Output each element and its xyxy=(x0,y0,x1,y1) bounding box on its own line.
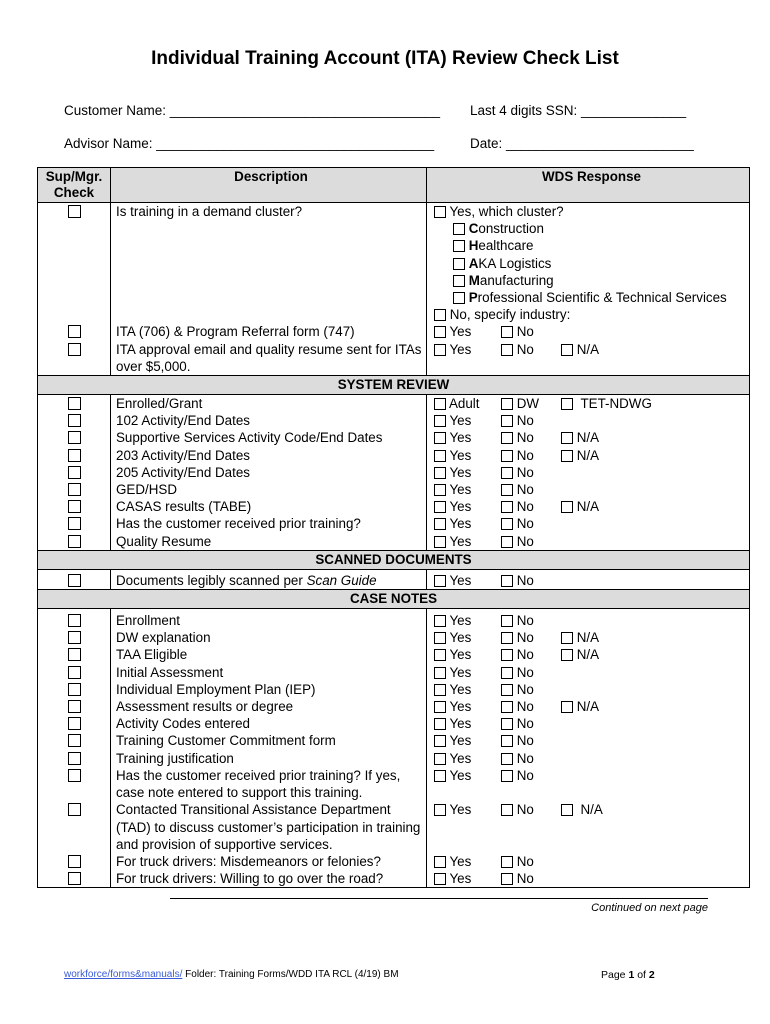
check-column-header: Sup/Mgr. Check xyxy=(38,168,111,203)
sup-check-box[interactable] xyxy=(68,449,81,462)
no-checkbox[interactable] xyxy=(501,467,513,479)
yes-checkbox[interactable] xyxy=(434,856,446,868)
row-description: 203 Activity/End Dates xyxy=(111,447,427,464)
no-checkbox[interactable] xyxy=(501,326,513,338)
divider xyxy=(170,898,708,899)
table-row: Enrollment Yes No xyxy=(38,609,750,630)
no-checkbox[interactable] xyxy=(501,753,513,765)
cluster-option: ealthcare xyxy=(478,238,534,254)
no-checkbox[interactable] xyxy=(501,701,513,713)
cluster-option: KA Logistics xyxy=(478,255,552,271)
table-row: Documents legibly scanned per Scan Guide Yes No xyxy=(38,569,750,589)
table-row: DW explanation Yes No N/A xyxy=(38,629,750,646)
no-checkbox[interactable] xyxy=(501,649,513,661)
cluster-option: anufacturing xyxy=(479,272,554,288)
section-header-system-review: SYSTEM REVIEW xyxy=(38,376,750,395)
sup-check-box[interactable] xyxy=(68,500,81,513)
yes-checkbox[interactable] xyxy=(434,415,446,427)
yes-checkbox[interactable] xyxy=(434,615,446,627)
row-description: Quality Resume xyxy=(111,533,427,551)
sup-check-box[interactable] xyxy=(68,205,81,218)
table-row: Activity Codes entered Yes No xyxy=(38,715,750,732)
sup-check-box[interactable] xyxy=(68,466,81,479)
sup-check-box[interactable] xyxy=(68,648,81,661)
row-description: ITA approval email and quality resume sent for ITAs over $5,000. xyxy=(111,341,427,376)
yes-checkbox[interactable] xyxy=(434,450,446,462)
table-row: Training Customer Commitment form Yes No xyxy=(38,732,750,749)
sup-check-box[interactable] xyxy=(68,855,81,868)
yes-checkbox[interactable] xyxy=(434,753,446,765)
table-row: 205 Activity/End Dates Yes No xyxy=(38,464,750,481)
cluster-option: onstruction xyxy=(478,221,544,237)
na-checkbox[interactable] xyxy=(561,804,573,816)
table-row: Contacted Transitional Assistance Department (TAD) to discuss customer’s participation in training and provision of supportive services. Yes No N/A xyxy=(38,801,750,853)
yes-checkbox[interactable] xyxy=(434,735,446,747)
row-description: CASAS results (TABE) xyxy=(111,498,427,515)
row-description: ITA (706) & Program Referral form (747) xyxy=(111,323,427,340)
no-checkbox[interactable] xyxy=(501,501,513,513)
row-description: Enrollment xyxy=(111,609,427,630)
sup-check-box[interactable] xyxy=(68,614,81,627)
adult-checkbox[interactable] xyxy=(434,398,446,410)
sup-check-box[interactable] xyxy=(68,325,81,338)
cluster-option: rofessional Scientific & Technical Services xyxy=(477,290,727,306)
checkbox-icon[interactable] xyxy=(453,275,465,287)
no-checkbox[interactable] xyxy=(501,856,513,868)
ssn-field[interactable]: Last 4 digits SSN: ______________ xyxy=(470,103,687,118)
row-description: Has the customer received prior training? If yes, case note entered to support this training. xyxy=(111,767,427,801)
date-field[interactable]: Date: _________________________ xyxy=(470,136,694,151)
description-column-header: Description xyxy=(111,168,427,203)
table-row: 102 Activity/End Dates Yes No xyxy=(38,412,750,429)
row-description: Training justification xyxy=(111,750,427,767)
table-row: Enrolled/Grant Adult DW TET-NDWG xyxy=(38,395,750,413)
table-row: Assessment results or degree Yes No N/A xyxy=(38,698,750,715)
row-description: Activity Codes entered xyxy=(111,715,427,732)
table-row: For truck drivers: Willing to go over the road? Yes No xyxy=(38,870,750,888)
sup-check-box[interactable] xyxy=(68,397,81,410)
advisor-name-field[interactable]: Advisor Name: _____________________________________ xyxy=(64,136,435,151)
na-checkbox[interactable] xyxy=(561,450,573,462)
tet-ndwg-checkbox[interactable] xyxy=(561,398,573,410)
row-description: For truck drivers: Misdemeanors or felonies? xyxy=(111,853,427,870)
table-row: Has the customer received prior training? Yes No xyxy=(38,515,750,532)
table-row: ITA (706) & Program Referral form (747) Yes No xyxy=(38,323,750,340)
yes-checkbox[interactable] xyxy=(434,575,446,587)
checkbox-icon[interactable] xyxy=(434,309,446,321)
response-column-header: WDS Response xyxy=(427,168,750,203)
na-checkbox[interactable] xyxy=(561,632,573,644)
yes-checkbox[interactable] xyxy=(434,518,446,530)
table-row: For truck drivers: Misdemeanors or felonies? Yes No xyxy=(38,853,750,870)
yes-checkbox[interactable] xyxy=(434,718,446,730)
no-checkbox[interactable] xyxy=(501,518,513,530)
sup-check-box[interactable] xyxy=(68,803,81,816)
sup-check-box[interactable] xyxy=(68,683,81,696)
table-row: GED/HSD Yes No xyxy=(38,481,750,498)
customer-name-field[interactable]: Customer Name: ____________________________________ xyxy=(64,103,441,118)
na-checkbox[interactable] xyxy=(561,701,573,713)
checkbox-icon[interactable] xyxy=(434,206,446,218)
no-checkbox[interactable] xyxy=(501,684,513,696)
yes-checkbox[interactable] xyxy=(434,432,446,444)
table-row: Initial Assessment Yes No xyxy=(38,664,750,681)
yes-checkbox[interactable] xyxy=(434,701,446,713)
row-description: Individual Employment Plan (IEP) xyxy=(111,681,427,698)
table-row: Supportive Services Activity Code/End Dates Yes No N/A xyxy=(38,429,750,446)
yes-checkbox[interactable] xyxy=(434,770,446,782)
sup-check-box[interactable] xyxy=(68,631,81,644)
row-description: Is training in a demand cluster? xyxy=(111,203,427,324)
no-checkbox[interactable] xyxy=(501,804,513,816)
na-checkbox[interactable] xyxy=(561,501,573,513)
yes-checkbox[interactable] xyxy=(434,667,446,679)
yes-checkbox[interactable] xyxy=(434,632,446,644)
page-number: Page 1 of 2 xyxy=(601,969,655,981)
row-description: Contacted Transitional Assistance Department (TAD) to discuss customer’s participation in training and provision of supportive services. xyxy=(111,801,427,853)
table-row: ITA approval email and quality resume sent for ITAs over $5,000. Yes No N/A xyxy=(38,341,750,376)
row-description: Supportive Services Activity Code/End Dates xyxy=(111,429,427,446)
footer-text: Folder: Training Forms/WDD ITA RCL (4/19) BM xyxy=(182,969,399,980)
yes-checkbox[interactable] xyxy=(434,344,446,356)
yes-checkbox[interactable] xyxy=(434,501,446,513)
row-description: Documents legibly scanned per Scan Guide xyxy=(111,569,427,589)
dw-checkbox[interactable] xyxy=(501,398,513,410)
na-checkbox[interactable] xyxy=(561,649,573,661)
row-description: 102 Activity/End Dates xyxy=(111,412,427,429)
no-checkbox[interactable] xyxy=(501,718,513,730)
sup-check-box[interactable] xyxy=(68,343,81,356)
sup-check-box[interactable] xyxy=(68,414,81,427)
section-header-case-notes: CASE NOTES xyxy=(38,590,750,609)
na-checkbox[interactable] xyxy=(561,344,573,356)
sup-check-box[interactable] xyxy=(68,734,81,747)
table-row: Has the customer received prior training? If yes, case note entered to support this training. Yes No xyxy=(38,767,750,801)
no-checkbox[interactable] xyxy=(501,344,513,356)
no-checkbox[interactable] xyxy=(501,432,513,444)
sup-check-box[interactable] xyxy=(68,769,81,782)
row-description: Training Customer Commitment form xyxy=(111,732,427,749)
no-checkbox[interactable] xyxy=(501,450,513,462)
no-checkbox[interactable] xyxy=(501,615,513,627)
no-checkbox[interactable] xyxy=(501,667,513,679)
page-title: Individual Training Account (ITA) Review Check List xyxy=(151,48,619,69)
continued-note: Continued on next page xyxy=(591,902,708,914)
no-checkbox[interactable] xyxy=(501,484,513,496)
checkbox-icon[interactable] xyxy=(453,240,465,252)
table-row: 203 Activity/End Dates Yes No N/A xyxy=(38,447,750,464)
row-description: Enrolled/Grant xyxy=(111,395,427,413)
scan-guide-reference: Scan Guide xyxy=(306,572,377,588)
table-row: TAA Eligible Yes No N/A xyxy=(38,646,750,663)
table-row: Quality Resume Yes No xyxy=(38,533,750,551)
sup-check-box[interactable] xyxy=(68,752,81,765)
row-description: GED/HSD xyxy=(111,481,427,498)
yes-checkbox[interactable] xyxy=(434,649,446,661)
no-checkbox[interactable] xyxy=(501,415,513,427)
sup-check-box[interactable] xyxy=(68,517,81,530)
no-checkbox[interactable] xyxy=(501,770,513,782)
section-header-scanned-documents: SCANNED DOCUMENTS xyxy=(38,550,750,569)
row-description: For truck drivers: Willing to go over the road? xyxy=(111,870,427,888)
footer-link[interactable]: workforce/forms&manuals/ xyxy=(64,969,183,980)
yes-checkbox[interactable] xyxy=(434,804,446,816)
row-description: 205 Activity/End Dates xyxy=(111,464,427,481)
no-checkbox[interactable] xyxy=(501,536,513,548)
yes-checkbox[interactable] xyxy=(434,484,446,496)
sup-check-box[interactable] xyxy=(68,717,81,730)
footer xyxy=(64,969,399,980)
table-row: Training justification Yes No xyxy=(38,750,750,767)
sup-check-box[interactable] xyxy=(68,700,81,713)
no-checkbox[interactable] xyxy=(501,873,513,885)
yes-checkbox[interactable] xyxy=(434,684,446,696)
sup-check-box[interactable] xyxy=(68,431,81,444)
checkbox-icon[interactable] xyxy=(453,292,465,304)
no-checkbox[interactable] xyxy=(501,575,513,587)
cluster-yes-label: Yes, which cluster? xyxy=(449,204,564,219)
checkbox-icon[interactable] xyxy=(453,223,465,235)
table-row: Individual Employment Plan (IEP) Yes No xyxy=(38,681,750,698)
sup-check-box[interactable] xyxy=(68,535,81,548)
table-row: CASAS results (TABE) Yes No N/A xyxy=(38,498,750,515)
row-description: DW explanation xyxy=(111,629,427,646)
table-row: Is training in a demand cluster? Yes, which cluster? Construction Healthcare AKA Logistics Manufacturing Professional Scientific & Technical Services No, specify industry: xyxy=(38,203,750,324)
row-description: TAA Eligible xyxy=(111,646,427,663)
na-checkbox[interactable] xyxy=(561,432,573,444)
yes-checkbox[interactable] xyxy=(434,873,446,885)
yes-checkbox[interactable] xyxy=(434,467,446,479)
no-checkbox[interactable] xyxy=(501,632,513,644)
sup-check-box[interactable] xyxy=(68,574,81,587)
no-checkbox[interactable] xyxy=(501,735,513,747)
yes-checkbox[interactable] xyxy=(434,326,446,338)
checkbox-icon[interactable] xyxy=(453,258,465,270)
yes-checkbox[interactable] xyxy=(434,536,446,548)
row-description: Has the customer received prior training? xyxy=(111,515,427,532)
checklist-table xyxy=(37,167,750,888)
sup-check-box[interactable] xyxy=(68,666,81,679)
row-description: Initial Assessment xyxy=(111,664,427,681)
table-header-row xyxy=(38,168,750,203)
sup-check-box[interactable] xyxy=(68,872,81,885)
cluster-no-label: No, specify industry: xyxy=(449,307,571,323)
row-description: Assessment results or degree xyxy=(111,698,427,715)
sup-check-box[interactable] xyxy=(68,483,81,496)
